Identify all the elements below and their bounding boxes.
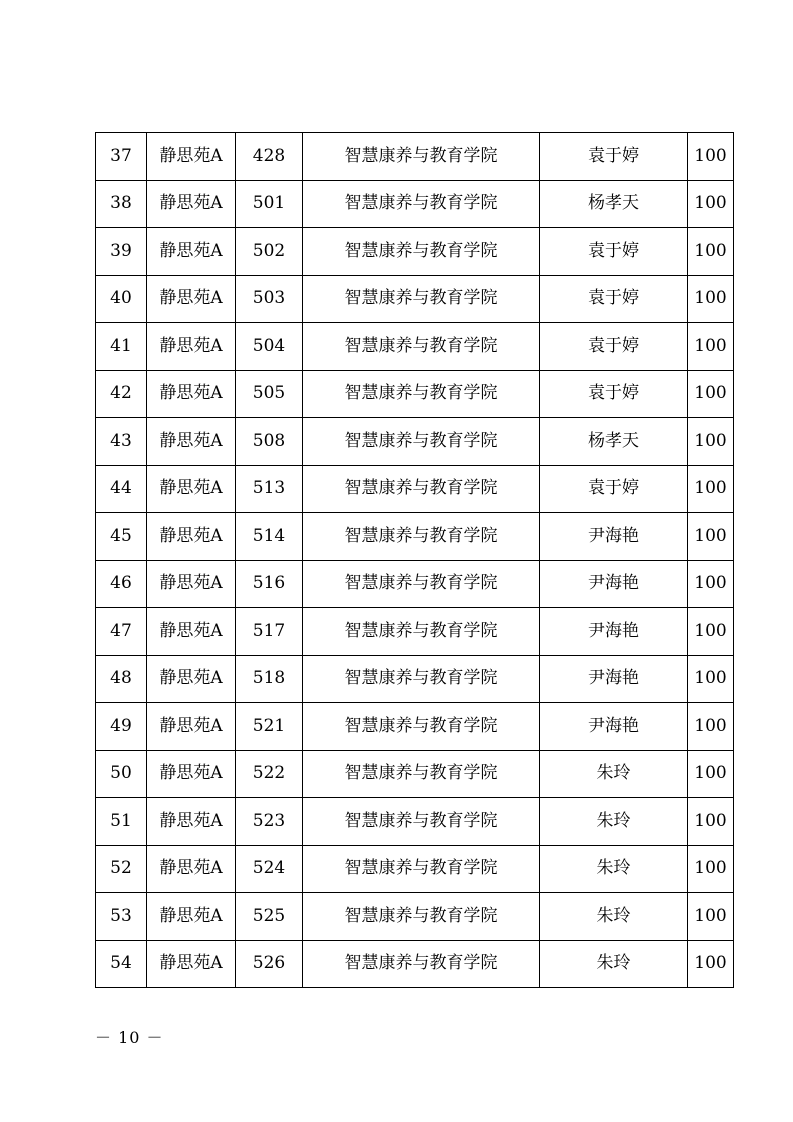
building-cell: 静思苑A	[147, 370, 236, 418]
building-cell: 静思苑A	[147, 940, 236, 988]
table-row	[96, 560, 734, 608]
table-row	[96, 418, 734, 466]
score-cell: 100	[688, 608, 734, 656]
college-cell: 智慧康养与教育学院	[303, 228, 540, 276]
row-number-cell: 49	[96, 703, 147, 751]
teacher-name-cell: 尹海艳	[540, 513, 688, 561]
building-cell: 静思苑A	[147, 560, 236, 608]
teacher-name-cell: 袁于婷	[540, 133, 688, 181]
room-number-cell: 514	[236, 513, 303, 561]
table-row	[96, 798, 734, 846]
room-number-cell: 521	[236, 703, 303, 751]
college-cell: 智慧康养与教育学院	[303, 703, 540, 751]
teacher-name-cell: 朱玲	[540, 798, 688, 846]
teacher-name-cell: 袁于婷	[540, 465, 688, 513]
teacher-name-cell: 朱玲	[540, 750, 688, 798]
college-cell: 智慧康养与教育学院	[303, 560, 540, 608]
score-cell: 100	[688, 560, 734, 608]
room-number-cell: 501	[236, 180, 303, 228]
room-number-cell: 518	[236, 655, 303, 703]
row-number-cell: 48	[96, 655, 147, 703]
building-cell: 静思苑A	[147, 798, 236, 846]
room-number-cell: 522	[236, 750, 303, 798]
table-row	[96, 750, 734, 798]
room-number-cell: 505	[236, 370, 303, 418]
score-cell: 100	[688, 513, 734, 561]
building-cell: 静思苑A	[147, 418, 236, 466]
score-cell: 100	[688, 750, 734, 798]
building-cell: 静思苑A	[147, 465, 236, 513]
room-number-cell: 525	[236, 893, 303, 941]
college-cell: 智慧康养与教育学院	[303, 608, 540, 656]
college-cell: 智慧康养与教育学院	[303, 750, 540, 798]
room-number-cell: 523	[236, 798, 303, 846]
row-number-cell: 39	[96, 228, 147, 276]
college-cell: 智慧康养与教育学院	[303, 180, 540, 228]
score-cell: 100	[688, 465, 734, 513]
row-number-cell: 46	[96, 560, 147, 608]
score-cell: 100	[688, 845, 734, 893]
score-cell: 100	[688, 798, 734, 846]
table-row	[96, 323, 734, 371]
row-number-cell: 40	[96, 275, 147, 323]
college-cell: 智慧康养与教育学院	[303, 418, 540, 466]
room-number-cell: 502	[236, 228, 303, 276]
building-cell: 静思苑A	[147, 750, 236, 798]
teacher-name-cell: 杨孝天	[540, 180, 688, 228]
dormitory-score-table	[95, 132, 734, 988]
college-cell: 智慧康养与教育学院	[303, 133, 540, 181]
college-cell: 智慧康养与教育学院	[303, 893, 540, 941]
building-cell: 静思苑A	[147, 228, 236, 276]
teacher-name-cell: 袁于婷	[540, 323, 688, 371]
college-cell: 智慧康养与教育学院	[303, 845, 540, 893]
teacher-name-cell: 袁于婷	[540, 370, 688, 418]
building-cell: 静思苑A	[147, 323, 236, 371]
building-cell: 静思苑A	[147, 513, 236, 561]
row-number-cell: 45	[96, 513, 147, 561]
college-cell: 智慧康养与教育学院	[303, 370, 540, 418]
score-cell: 100	[688, 940, 734, 988]
room-number-cell: 503	[236, 275, 303, 323]
building-cell: 静思苑A	[147, 655, 236, 703]
score-cell: 100	[688, 323, 734, 371]
table-row	[96, 133, 734, 181]
teacher-name-cell: 尹海艳	[540, 560, 688, 608]
table-row	[96, 845, 734, 893]
building-cell: 静思苑A	[147, 845, 236, 893]
row-number-cell: 54	[96, 940, 147, 988]
row-number-cell: 51	[96, 798, 147, 846]
score-cell: 100	[688, 655, 734, 703]
building-cell: 静思苑A	[147, 133, 236, 181]
table-row	[96, 608, 734, 656]
row-number-cell: 41	[96, 323, 147, 371]
teacher-name-cell: 朱玲	[540, 893, 688, 941]
college-cell: 智慧康养与教育学院	[303, 940, 540, 988]
teacher-name-cell: 尹海艳	[540, 655, 688, 703]
table-row	[96, 703, 734, 751]
score-cell: 100	[688, 275, 734, 323]
row-number-cell: 44	[96, 465, 147, 513]
college-cell: 智慧康养与教育学院	[303, 655, 540, 703]
teacher-name-cell: 袁于婷	[540, 275, 688, 323]
room-number-cell: 517	[236, 608, 303, 656]
room-number-cell: 524	[236, 845, 303, 893]
college-cell: 智慧康养与教育学院	[303, 513, 540, 561]
table-row	[96, 228, 734, 276]
row-number-cell: 37	[96, 133, 147, 181]
teacher-name-cell: 尹海艳	[540, 608, 688, 656]
teacher-name-cell: 袁于婷	[540, 228, 688, 276]
building-cell: 静思苑A	[147, 893, 236, 941]
building-cell: 静思苑A	[147, 275, 236, 323]
page-number: － 10 －	[95, 1028, 164, 1047]
row-number-cell: 43	[96, 418, 147, 466]
room-number-cell: 526	[236, 940, 303, 988]
row-number-cell: 52	[96, 845, 147, 893]
table-row	[96, 465, 734, 513]
score-cell: 100	[688, 893, 734, 941]
college-cell: 智慧康养与教育学院	[303, 798, 540, 846]
score-cell: 100	[688, 133, 734, 181]
table-body	[96, 133, 734, 988]
room-number-cell: 504	[236, 323, 303, 371]
score-cell: 100	[688, 228, 734, 276]
row-number-cell: 50	[96, 750, 147, 798]
row-number-cell: 47	[96, 608, 147, 656]
score-cell: 100	[688, 418, 734, 466]
teacher-name-cell: 杨孝天	[540, 418, 688, 466]
table-row	[96, 370, 734, 418]
table-row	[96, 940, 734, 988]
building-cell: 静思苑A	[147, 703, 236, 751]
building-cell: 静思苑A	[147, 608, 236, 656]
row-number-cell: 38	[96, 180, 147, 228]
college-cell: 智慧康养与教育学院	[303, 465, 540, 513]
table-row	[96, 275, 734, 323]
room-number-cell: 513	[236, 465, 303, 513]
score-cell: 100	[688, 703, 734, 751]
table-row	[96, 655, 734, 703]
college-cell: 智慧康养与教育学院	[303, 275, 540, 323]
teacher-name-cell: 尹海艳	[540, 703, 688, 751]
room-number-cell: 508	[236, 418, 303, 466]
row-number-cell: 42	[96, 370, 147, 418]
table-row	[96, 180, 734, 228]
college-cell: 智慧康养与教育学院	[303, 323, 540, 371]
table-row	[96, 893, 734, 941]
teacher-name-cell: 朱玲	[540, 845, 688, 893]
score-cell: 100	[688, 370, 734, 418]
row-number-cell: 53	[96, 893, 147, 941]
room-number-cell: 428	[236, 133, 303, 181]
table-row	[96, 513, 734, 561]
building-cell: 静思苑A	[147, 180, 236, 228]
score-cell: 100	[688, 180, 734, 228]
room-number-cell: 516	[236, 560, 303, 608]
teacher-name-cell: 朱玲	[540, 940, 688, 988]
